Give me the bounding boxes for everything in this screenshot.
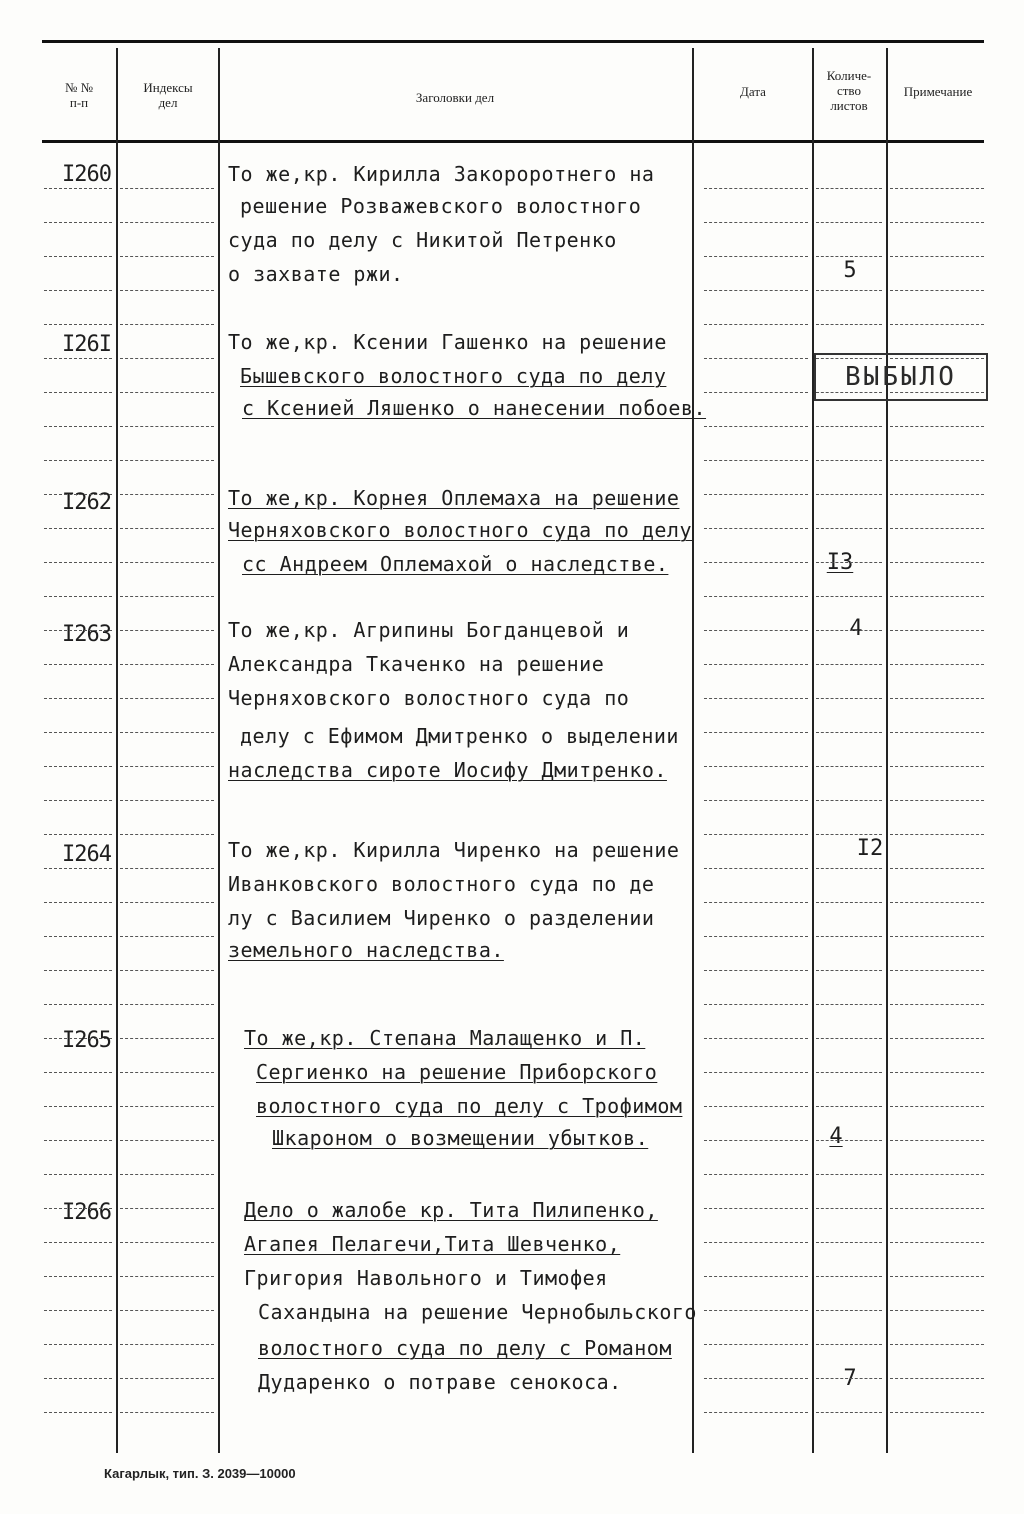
entry-title-line: земельного наследства. xyxy=(228,938,504,962)
ruling-dash xyxy=(44,800,112,801)
ruling-dash xyxy=(44,1310,112,1311)
ruling-dash xyxy=(44,1208,112,1209)
ruling-dash xyxy=(44,1276,112,1277)
ruling-dash xyxy=(120,460,214,461)
ruling-dash xyxy=(44,902,112,903)
ruling-dash xyxy=(704,290,808,291)
ruling-dash xyxy=(890,664,984,665)
ruling-dash xyxy=(120,766,214,767)
ruling-dash xyxy=(44,222,112,223)
ruling-dash xyxy=(704,188,808,189)
ruling-dash xyxy=(44,664,112,665)
entry-title-line: Агапея Пелагечи,Тита Шевченко, xyxy=(244,1232,621,1256)
ruling-dash xyxy=(704,222,808,223)
ruling-dash xyxy=(120,902,214,903)
ruling-dash xyxy=(44,460,112,461)
ruling-dash xyxy=(120,868,214,869)
entry-title-line: То же,кр. Агрипины Богданцевой и xyxy=(228,618,630,642)
ruling-dash xyxy=(816,494,882,495)
entry-title-line: То же,кр. Кирилла Чиренко на решение xyxy=(228,838,680,862)
entry-sheet-count: I3 xyxy=(826,550,854,575)
ruling-dash xyxy=(890,290,984,291)
ruling-dash xyxy=(816,800,882,801)
ruling-dash xyxy=(816,1004,882,1005)
ruling-dash xyxy=(44,766,112,767)
ruling-dash xyxy=(120,188,214,189)
ruling-dash xyxy=(120,1106,214,1107)
ruling-dash xyxy=(704,358,808,359)
ruling-dash xyxy=(704,1072,808,1073)
ruling-dash xyxy=(816,426,882,427)
ruling-dash xyxy=(704,324,808,325)
ruling-dash xyxy=(816,1208,882,1209)
ruling-dash xyxy=(890,324,984,325)
ruling-dash xyxy=(704,494,808,495)
ruling-dash xyxy=(120,1038,214,1039)
ruling-dash xyxy=(704,664,808,665)
ruling-dash xyxy=(120,494,214,495)
ruling-dash xyxy=(704,970,808,971)
entry-number: I26I xyxy=(62,332,111,357)
ruling-dash xyxy=(120,1378,214,1379)
entry-title-line: Шкароном о возмещении убытков. xyxy=(272,1126,649,1150)
ruling-dash xyxy=(816,188,882,189)
header-title: Заголовки дел xyxy=(415,90,495,105)
ruling-dash xyxy=(44,834,112,835)
ruling-dash xyxy=(44,1038,112,1039)
ruling-dash xyxy=(44,1140,112,1141)
ruling-dash xyxy=(890,766,984,767)
entry-title-line: Александра Ткаченко на решение xyxy=(228,652,605,676)
ruling-dash xyxy=(120,392,214,393)
ruling-dash xyxy=(120,834,214,835)
entry-title-line: с Ксенией Ляшенко о нанесении побоев. xyxy=(242,396,707,420)
entry-title-line: делу с Ефимом Дмитренко о выделении xyxy=(240,724,679,748)
ruling-dash xyxy=(44,1378,112,1379)
entry-number: I266 xyxy=(62,1200,111,1225)
ruling-dash xyxy=(704,1344,808,1345)
ruling-dash xyxy=(816,732,882,733)
ruling-dash xyxy=(704,834,808,835)
header-rule xyxy=(42,140,984,143)
ruling-dash xyxy=(704,902,808,903)
entry-sheet-count: 5 xyxy=(843,258,857,283)
entry-number: I263 xyxy=(62,622,111,647)
entry-number: I264 xyxy=(62,842,111,867)
ruling-dash xyxy=(120,1140,214,1141)
ruling-dash xyxy=(704,1310,808,1311)
ruling-dash xyxy=(120,732,214,733)
ruling-dash xyxy=(120,1276,214,1277)
entry-title-line: о захвате ржи. xyxy=(228,262,404,286)
ruling-dash xyxy=(816,834,882,835)
ruling-dash xyxy=(120,1174,214,1175)
ruling-dash xyxy=(890,732,984,733)
ruling-dash xyxy=(890,1140,984,1141)
entry-title-line: волостного суда по делу с Трофимом xyxy=(256,1094,683,1118)
ruling-dash xyxy=(816,1106,882,1107)
ruling-dash xyxy=(816,290,882,291)
ruling-dash xyxy=(44,1106,112,1107)
ruling-dash xyxy=(44,1174,112,1175)
header-date: Дата xyxy=(740,84,766,99)
ruling-dash xyxy=(44,1072,112,1073)
ruling-dash xyxy=(890,1174,984,1175)
ruling-dash xyxy=(120,426,214,427)
ruling-dash xyxy=(704,1004,808,1005)
entry-title-line: лу с Василием Чиренко о разделении xyxy=(228,906,655,930)
ruling-dash xyxy=(704,800,808,801)
entry-title-line: волостного суда по делу с Романом xyxy=(258,1336,672,1360)
ruling-dash xyxy=(890,630,984,631)
ruling-dash xyxy=(890,1276,984,1277)
ruling-dash xyxy=(816,460,882,461)
ruling-dash xyxy=(704,868,808,869)
ruling-dash xyxy=(120,1072,214,1073)
ruling-dash xyxy=(890,1344,984,1345)
ruling-dash xyxy=(120,800,214,801)
ruling-dash xyxy=(704,1174,808,1175)
ruling-dash xyxy=(890,358,984,359)
ruling-dash xyxy=(120,1412,214,1413)
ruling-dash xyxy=(890,834,984,835)
ruling-dash xyxy=(704,528,808,529)
entry-title-line: суда по делу с Никитой Петренко xyxy=(228,228,617,252)
ruling-dash xyxy=(890,1412,984,1413)
ruling-dash xyxy=(44,494,112,495)
ruling-dash xyxy=(816,1344,882,1345)
ruling-dash xyxy=(890,1242,984,1243)
ruling-dash xyxy=(704,1276,808,1277)
ruling-dash xyxy=(816,1140,882,1141)
ruling-dash xyxy=(704,256,808,257)
withdrawn-stamp: ВЫБЫЛО xyxy=(814,353,988,401)
ruling-dash xyxy=(120,290,214,291)
ruling-dash xyxy=(816,392,882,393)
ruling-dash xyxy=(44,358,112,359)
ruling-dash xyxy=(816,630,882,631)
entry-number: I260 xyxy=(62,162,111,187)
ruling-dash xyxy=(890,392,984,393)
ruling-dash xyxy=(890,426,984,427)
ruling-dash xyxy=(890,562,984,563)
ruling-dash xyxy=(890,528,984,529)
ruling-dash xyxy=(890,698,984,699)
entry-sheet-count: I2 xyxy=(856,836,884,861)
ruling-dash xyxy=(816,1310,882,1311)
ruling-dash xyxy=(890,460,984,461)
ruling-dash xyxy=(120,528,214,529)
ruling-dash xyxy=(120,698,214,699)
ruling-dash xyxy=(816,868,882,869)
entry-title-line: Сахандына на решение Чернобыльского xyxy=(258,1300,697,1324)
col-divider-2 xyxy=(218,48,220,1453)
ruling-dash xyxy=(44,630,112,631)
ruling-dash xyxy=(704,1242,808,1243)
entry-title-line: То же,кр. Корнея Оплемаха на решение xyxy=(228,486,680,510)
ruling-dash xyxy=(120,664,214,665)
entry-title-line: наследства сироте Иосифу Дмитренко. xyxy=(228,758,667,782)
ruling-dash xyxy=(120,630,214,631)
ruling-dash xyxy=(890,1310,984,1311)
entry-title-line: То же,кр. Ксении Гашенко на решение xyxy=(228,330,667,354)
ruling-dash xyxy=(816,970,882,971)
ruling-dash xyxy=(890,902,984,903)
ruling-dash xyxy=(44,1344,112,1345)
ruling-dash xyxy=(816,664,882,665)
ruling-dash xyxy=(890,222,984,223)
ruling-dash xyxy=(120,1310,214,1311)
ruling-dash xyxy=(890,800,984,801)
entry-title-line: сс Андреем Оплемахой о наследстве. xyxy=(242,552,669,576)
ruling-dash xyxy=(816,1038,882,1039)
ruling-dash xyxy=(890,936,984,937)
ruling-dash xyxy=(816,324,882,325)
ruling-dash xyxy=(44,256,112,257)
ruling-dash xyxy=(704,698,808,699)
col-divider-4 xyxy=(812,48,814,1453)
ruling-dash xyxy=(120,970,214,971)
ruling-dash xyxy=(816,562,882,563)
ruling-dash xyxy=(890,188,984,189)
ruling-dash xyxy=(120,358,214,359)
ruling-dash xyxy=(816,596,882,597)
ruling-dash xyxy=(44,1412,112,1413)
entry-number: I265 xyxy=(62,1028,111,1053)
ruling-dash xyxy=(44,732,112,733)
ruling-dash xyxy=(704,1208,808,1209)
col-divider-3 xyxy=(692,48,694,1453)
entry-sheet-count: 4 xyxy=(849,616,863,641)
ruling-dash xyxy=(890,868,984,869)
ruling-dash xyxy=(120,1344,214,1345)
ruling-dash xyxy=(44,868,112,869)
ruling-dash xyxy=(816,528,882,529)
ruling-dash xyxy=(816,1412,882,1413)
ruling-dash xyxy=(816,222,882,223)
ruling-dash xyxy=(816,358,882,359)
top-rule xyxy=(42,40,984,43)
ruling-dash xyxy=(890,1378,984,1379)
ruling-dash xyxy=(816,936,882,937)
ruling-dash xyxy=(44,596,112,597)
header-note: Примечание xyxy=(903,84,973,99)
entry-title-line: решение Розважевского волостного xyxy=(240,194,642,218)
ruling-dash xyxy=(704,766,808,767)
ruling-dash xyxy=(704,562,808,563)
ruling-dash xyxy=(816,902,882,903)
ruling-dash xyxy=(704,1106,808,1107)
ruling-dash xyxy=(44,188,112,189)
ruling-dash xyxy=(704,460,808,461)
ruling-dash xyxy=(890,596,984,597)
ruling-dash xyxy=(890,1208,984,1209)
ruling-dash xyxy=(816,1242,882,1243)
entry-title-line: Черняховского волостного суда по делу xyxy=(228,518,693,542)
ruling-dash xyxy=(44,426,112,427)
entry-title-line: Григория Навольного и Тимофея xyxy=(244,1266,608,1290)
ruling-dash xyxy=(704,1038,808,1039)
ruling-dash xyxy=(816,1378,882,1379)
ruling-dash xyxy=(120,1208,214,1209)
ruling-dash xyxy=(44,1242,112,1243)
ruling-dash xyxy=(816,1276,882,1277)
entry-title-line: Бышевского волостного суда по делу xyxy=(240,364,667,388)
ruling-dash xyxy=(120,936,214,937)
ruling-dash xyxy=(44,324,112,325)
ruling-dash xyxy=(890,1004,984,1005)
ruling-dash xyxy=(44,936,112,937)
ruling-dash xyxy=(704,936,808,937)
ruling-dash xyxy=(44,1004,112,1005)
ruling-dash xyxy=(890,1072,984,1073)
col-divider-5 xyxy=(886,48,888,1453)
ruling-dash xyxy=(704,1378,808,1379)
ruling-dash xyxy=(120,1242,214,1243)
ruling-dash xyxy=(120,562,214,563)
entry-title-line: Черняховского волостного суда по xyxy=(228,686,630,710)
header-num: № № п-п xyxy=(64,80,94,110)
ruling-dash xyxy=(44,698,112,699)
entry-title-line: Дело о жалобе кр. Тита Пилипенко, xyxy=(244,1198,658,1222)
ruling-dash xyxy=(704,1140,808,1141)
ruling-dash xyxy=(890,256,984,257)
ruling-dash xyxy=(44,290,112,291)
ruling-dash xyxy=(120,256,214,257)
ruling-dash xyxy=(704,732,808,733)
ruling-dash xyxy=(704,596,808,597)
ruling-dash xyxy=(704,426,808,427)
entry-title-line: Иванковского волостного суда по де xyxy=(228,872,655,896)
col-divider-1 xyxy=(116,48,118,1453)
ruling-dash xyxy=(44,528,112,529)
ruling-dash xyxy=(44,970,112,971)
entry-title-line: Сергиенко на решение Приборского xyxy=(256,1060,658,1084)
ruling-dash xyxy=(44,392,112,393)
entry-sheet-count: 4 xyxy=(829,1124,843,1149)
ruling-dash xyxy=(816,1174,882,1175)
printer-imprint: Кагарлык, тип. З. 2039—10000 xyxy=(104,1466,296,1481)
ruling-dash xyxy=(120,596,214,597)
header-index: Индексы дел xyxy=(143,80,193,110)
entry-title-line: То же,кр. Кирилла Закороротнего на xyxy=(228,162,655,186)
ruling-dash xyxy=(890,1106,984,1107)
ruling-dash xyxy=(890,970,984,971)
ruling-dash xyxy=(816,698,882,699)
ruling-dash xyxy=(120,1004,214,1005)
entry-title-line: То же,кр. Степана Малащенко и П. xyxy=(244,1026,646,1050)
entry-number: I262 xyxy=(62,490,111,515)
ruling-dash xyxy=(890,1038,984,1039)
ruling-dash xyxy=(120,222,214,223)
ruling-dash xyxy=(816,1072,882,1073)
ruling-dash xyxy=(704,630,808,631)
ruling-dash xyxy=(120,324,214,325)
ruling-dash xyxy=(816,256,882,257)
ruling-dash xyxy=(816,766,882,767)
ruling-dash xyxy=(704,392,808,393)
entry-title-line: Дударенко о потраве сенокоса. xyxy=(258,1370,622,1394)
ruling-dash xyxy=(44,562,112,563)
ruling-dash xyxy=(890,494,984,495)
entry-sheet-count: 7 xyxy=(843,1366,857,1391)
ruling-dash xyxy=(704,1412,808,1413)
header-count: Количе- ство листов xyxy=(826,68,872,113)
